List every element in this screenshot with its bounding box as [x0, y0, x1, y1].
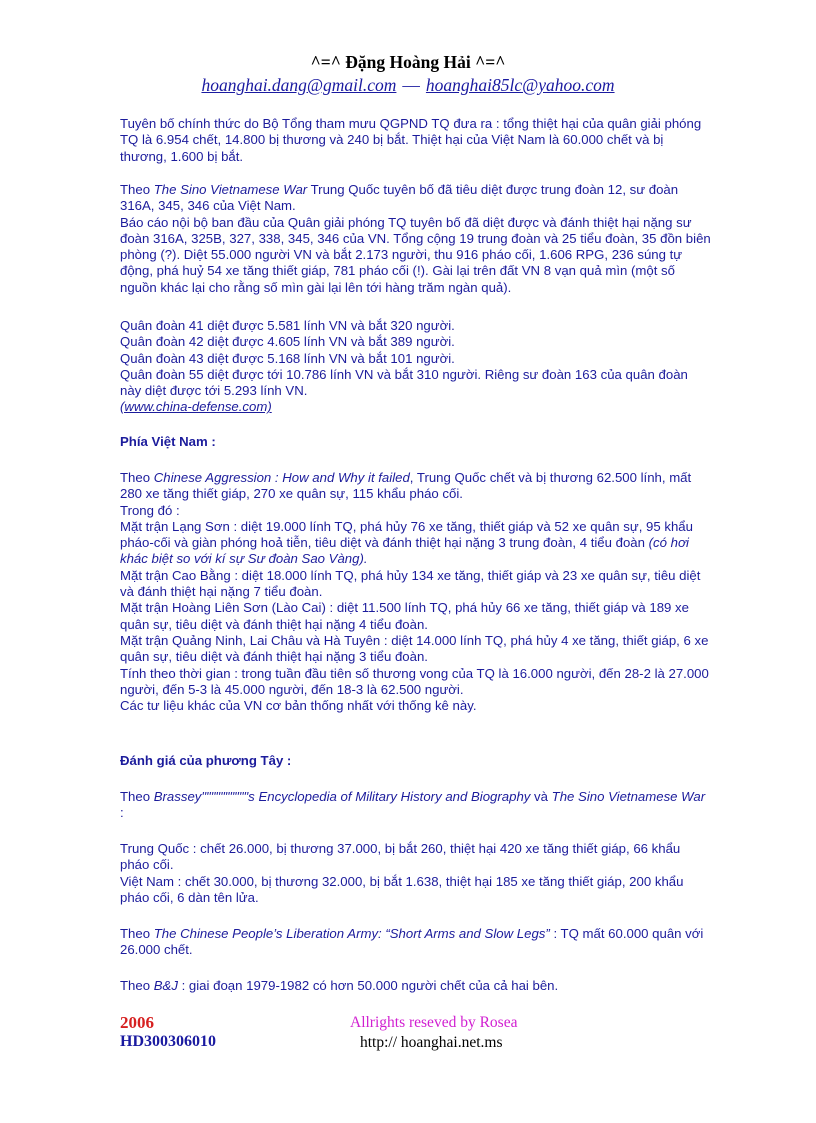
- front-quang-ninh: Mặt trận Quảng Ninh, Lai Châu và Hà Tuyên : diệt 14.000 lính TQ, phá hủy 4 xe tăng, thiết giáp, 6 xe quân sự, tiêu diệt và đánh thiệt hại nặng 3 tiểu đoàn.: [120, 632, 709, 665]
- email-link-gmail[interactable]: hoanghai.dang@gmail.com: [201, 75, 397, 95]
- china-losses: Trung Quốc : chết 26.000, bị thương 37.000, bị bắt 260, thiệt hại 420 xe tăng thiết giáp, 66 khẩu pháo cối.: [120, 841, 681, 873]
- corps-43-line: Quân đoàn 43 diệt được 5.168 lính VN và bắt 101 người.: [120, 350, 455, 366]
- paragraph-official-statement: [120, 116, 712, 165]
- footer-copyright: Allrights reseved by Rosea: [350, 1014, 518, 1031]
- paragraph-brassey: [120, 789, 712, 822]
- footer-document-code: HD300306010: [120, 1033, 216, 1050]
- heading-vietnam-side: Phía Việt Nam :: [120, 434, 216, 449]
- footer-year: 2006: [120, 1013, 154, 1032]
- text-conjunction: và: [530, 789, 552, 804]
- text-suffix: , Trung Quốc chết và bị thương 62.500 lính, mất 280 xe tăng thiết giáp, 270 xe quân sự, 115 khẩu pháo cối.: [120, 470, 692, 502]
- text-suffix: :: [120, 805, 124, 821]
- text-suffix: : TQ mất 60.000 quân với 26.000 chết.: [120, 926, 704, 958]
- paragraph-bj: [120, 978, 712, 994]
- source-abbrev: B&J: [153, 978, 178, 993]
- corps-41-line: Quân đoàn 41 diệt được 5.581 lính VN và bắt 320 người.: [120, 318, 455, 333]
- front-hoang-lien-son: Mặt trận Hoàng Liên Sơn (Lào Cai) : diệt 11.500 lính TQ, phá hủy 66 xe tăng, thiết giáp và 189 xe quân sự, tiêu diệt và đánh thiệt hại nặng 4 tiểu đoàn.: [120, 600, 689, 632]
- paragraph-text: Tuyên bố chính thức do Bộ Tổng tham mưu QGPND TQ đưa ra : tổng thiệt hại của quân giải phóng TQ là 6.954 chết, 14.800 bị thương và 240 bị bắt. Thiệt hại của Việt Nam là 60.000 chết và bị thương, 1.600 bị bắt.: [120, 116, 702, 164]
- email-separator: —: [402, 75, 420, 95]
- book-title: The Chinese People’s Liberation Army: “Short Arms and Slow Legs”: [153, 926, 550, 941]
- paragraph-chinese-aggression: [120, 470, 712, 714]
- heading-western-assessment: Đánh giá của phương Tây :: [120, 753, 292, 768]
- text-suffix: Trung Quốc tuyên bố đã tiêu diệt được trung đoàn 12, sư đoàn 316A, 345, 346 của Việt Nam.: [120, 182, 679, 214]
- paragraph-corps-results: [120, 318, 712, 416]
- book-title: Chinese Aggression : How and Why it failed: [153, 470, 410, 485]
- text-prefix: Theo: [120, 789, 154, 804]
- source-link[interactable]: (www.china-defense.com): [120, 399, 272, 415]
- book-title: The Sino Vietnamese War: [153, 182, 308, 197]
- footer-website[interactable]: http:// hoanghai.net.ms: [360, 1034, 503, 1051]
- corps-55-line: Quân đoàn 55 diệt được tới 10.786 lính VN và bắt 310 người. Riêng sư đoàn 163 của quân đoàn này diệt được tới 5.293 lính VN.: [120, 366, 688, 399]
- paragraph-line: [120, 926, 712, 959]
- trong-do-line: Trong đó :: [120, 502, 180, 518]
- paragraph-western-figures: [120, 841, 712, 906]
- paragraph-line: [120, 470, 712, 503]
- text-prefix: Theo: [120, 978, 154, 993]
- front-lang-son: [120, 519, 712, 568]
- front-lang-son-text: Mặt trận Lạng Sơn : diệt 19.000 lính TQ, phá hủy 76 xe tăng, thiết giáp và 52 xe quân sự, 95 khẩu pháo-cối và giàn phóng hoả tiễn, tiêu diệt và đánh thiệt hại nặng 3 trung đoàn, 4 tiểu đoàn: [120, 518, 693, 551]
- author-title: ^=^ Đặng Hoàng Hải ^=^: [310, 52, 506, 72]
- paragraph-internal-report: Báo cáo nội bộ ban đầu của Quân giải phóng TQ tuyên bố đã diệt được và đánh thiệt hại nặng sư đoàn 316A, 325B, 327, 338, 345, 346 của VN. Tổng cộng 19 trung đoàn và 25 tiểu đoàn, 35 đồn biên phòng (?). Diệt 55.000 người VN và bắt 2.173 người, thu 916 pháo cối, 1.606 RPG, 236 súng tự động, phá huỷ 54 xe tăng thiết giáp, 781 pháo cối (!). Gài lại trên đất VN 8 vạn quả mìn (một số nguồn khác lại cho rằng số mìn gài lại lên tới hàng trăm ngàn quả).: [120, 214, 711, 295]
- text-prefix: Theo: [120, 470, 154, 485]
- paragraph-sino-vietnamese-war: [120, 182, 712, 296]
- author-emails: [0, 75, 816, 96]
- paragraph-pla-book: [120, 926, 712, 959]
- text-suffix: : giai đoạn 1979-1982 có hơn 50.000 người chết của cả hai bên.: [177, 978, 559, 993]
- text-prefix: Theo: [120, 182, 154, 197]
- paragraph-line: [120, 182, 712, 215]
- vietnam-losses: Việt Nam : chết 30.000, bị thương 32.000, bị bắt 1.638, thiệt hại 185 xe tăng thiết giáp, 200 khẩu pháo cối, 6 dàn tên lửa.: [120, 873, 684, 905]
- book-title-brassey: Brassey""""""""""s Encyclopedia of Military History and Biography: [153, 789, 531, 804]
- casualties-timeline: Tính theo thời gian : trong tuần đầu tiên số thương vong của TQ là 16.000 người, đến 28-2 là 27.000 người, đến 5-3 là 45.000 người, đến 18-3 là 62.500 người.: [120, 665, 709, 697]
- paragraph-line: [120, 978, 712, 994]
- text-prefix: Theo: [120, 926, 154, 941]
- book-title-sino: The Sino Vietnamese War: [551, 789, 706, 804]
- other-sources-line: Các tư liệu khác của VN cơ bản thống nhất với thống kê này.: [120, 698, 477, 714]
- paragraph-line: [120, 789, 712, 822]
- front-lang-son-note: (có hơi khác biệt so với kí sự Sư đoàn Sao Vàng).: [120, 535, 689, 567]
- front-cao-bang: Mặt trận Cao Bằng : diệt 18.000 lính TQ, phá hủy 134 xe tăng, thiết giáp và 23 xe quân sự, tiêu diệt và đánh thiệt hại nặng 7 tiểu đoàn.: [120, 567, 701, 600]
- email-link-yahoo[interactable]: hoanghai85lc@yahoo.com: [425, 75, 615, 95]
- corps-42-line: Quân đoàn 42 diệt được 4.605 lính VN và bắt 389 người.: [120, 334, 455, 350]
